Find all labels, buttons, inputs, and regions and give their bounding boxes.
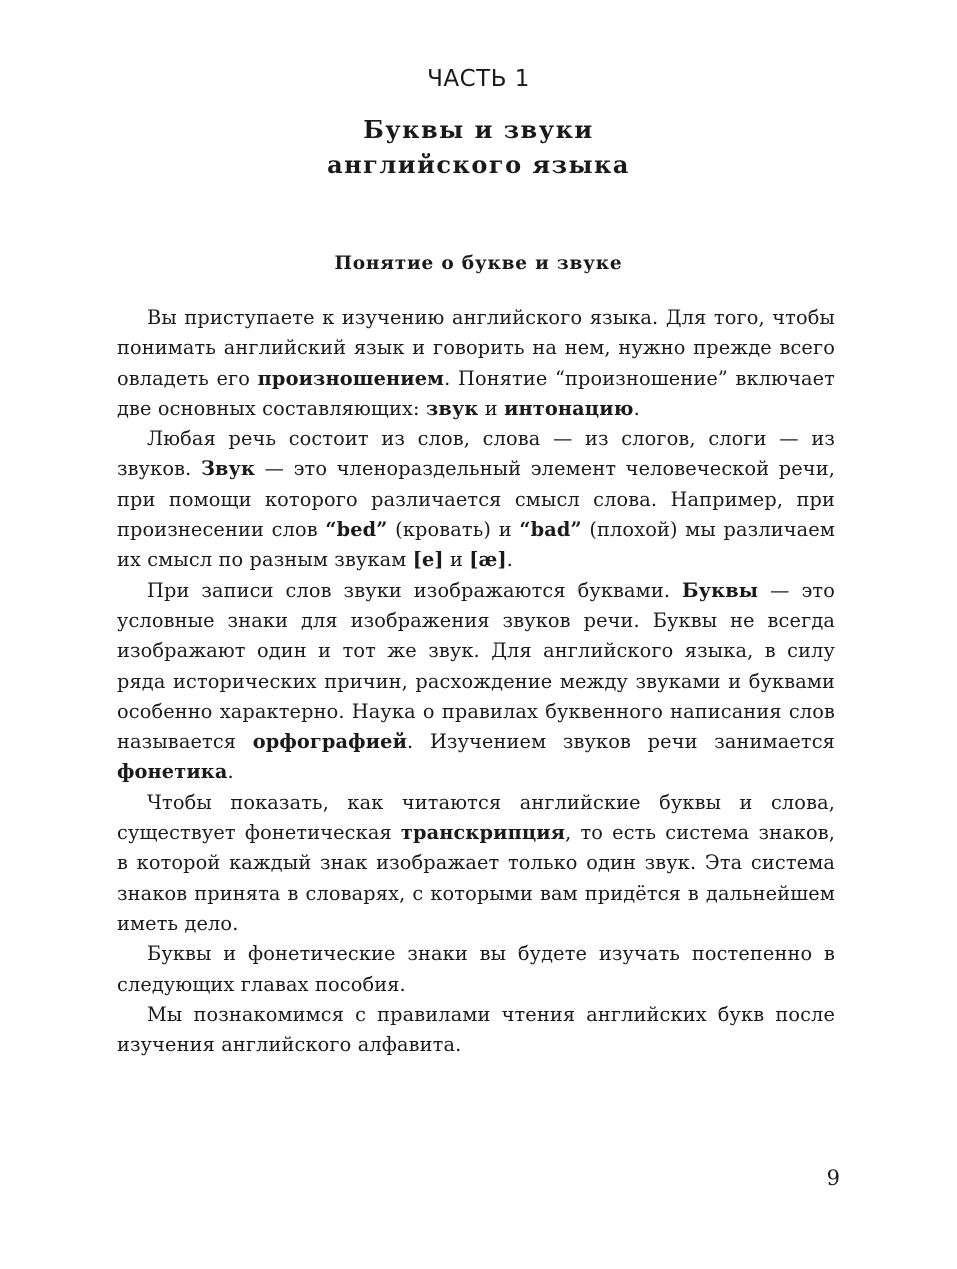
term: произношением [257,366,445,390]
text-run: Чтобы показать, как читаются английские буквы и слова, существует фонетическая [117,790,835,845]
section-title: Понятие о букве и звуке [334,253,623,274]
term: фонетика [117,760,228,784]
text-run: . [506,548,514,572]
text-run: Любая речь состоит из слов, слова — из слогов, слоги — из звуков. [117,427,835,481]
text-run: . Изучением звуков речи занимается [407,730,835,754]
chapter-title-line-1: Буквы и звуки [363,115,594,144]
text-run: Мы познакомимся с правилами чтения английских букв после изучения английского алфавита. [117,1002,835,1057]
page-number: 9 [826,1166,840,1190]
text-run: . [633,396,640,420]
paragraph [117,424,835,575]
paragraph [117,303,835,424]
text-run: Вы приступаете к изучению английского языка. Для того, чтобы понимать английский язык и говорить на нем, нужно прежде всего овладеть его [117,306,835,390]
text-run: — это членораздельный элемент человеческой речи, при помощи которого различается смысл слова. Например, при произнесении слов [117,457,835,542]
text-run: (плохой) мы различаем их смысл по разным звукам [117,518,835,572]
term: [e] [412,548,444,572]
term: транскрипция [400,821,566,845]
term: звук [425,396,479,420]
term: “bed” [325,518,388,542]
text-run: При записи слов звуки изображаются буквами. [147,578,683,602]
term: интонацию [504,396,634,420]
chapter-title-line-2: английского языка [327,150,630,179]
text-run: и [478,396,505,420]
paragraph [117,939,835,1000]
term: Буквы [682,578,759,602]
paragraph [117,788,835,939]
text-run: . [227,760,234,784]
paragraph [117,1000,835,1061]
text-run: , то есть система знаков, в которой каждый знак изображает только один звук. Эта система знаков принята в словарях, с которыми вам придётся в дальнейшем иметь дело. [117,821,835,935]
chapter-title [0,112,957,182]
body-text [117,303,835,1060]
term: орфографией [252,730,408,754]
term: Звук [200,457,256,481]
text-run: Буквы и фонетические знаки вы будете изучать постепенно в следующих главах пособия. [117,942,835,996]
term: “bad” [519,518,582,542]
text-run: (кровать) и [387,518,520,542]
paragraph [117,576,835,788]
text-run: — это условные знаки для изображения звуков речи. Буквы не всегда изображают один и тот же звук. Для английского языка, в силу ряда исторических причин, расхождение между звуками и буквами особенно характерно. Наука о правилах буквенного написания слов называется [117,578,835,754]
part-heading: ЧАСТЬ 1 [427,66,530,92]
term: [æ] [469,548,507,572]
text-run: и [443,548,470,572]
text-run: . Понятие “произношение” включает две основных составляющих: [117,366,835,420]
